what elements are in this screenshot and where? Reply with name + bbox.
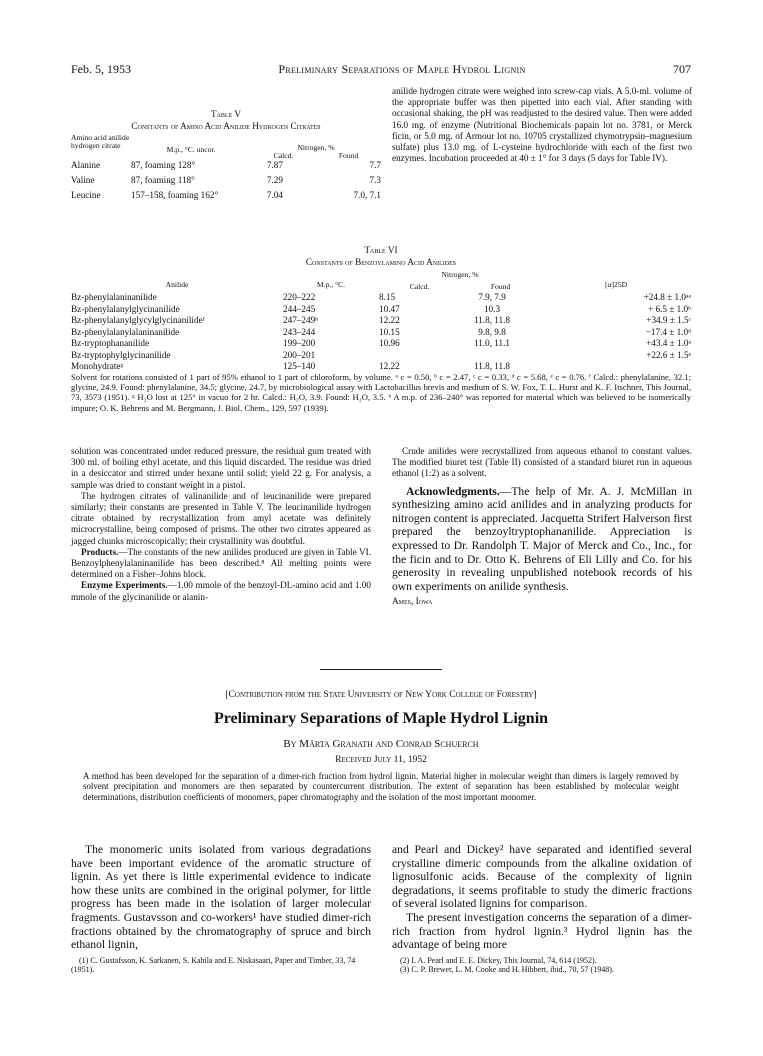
header-date: Feb. 5, 1953 [71,62,131,76]
run-in-heading: Enzyme Experiments. [81,580,168,591]
paragraph-text: and Pearl and Dickey² have separated and identified several crystalline dimeric compounds from the alkaline oxidation of lignosulfonic acids. Because of the complexity of lignin degradations, it seems profitable to study the dimeric fractions of several isolated lignins for comparison. [392,843,692,911]
paragraph-text: Crude anilides were recrystallized from aqueous ethanol to constant values. The modified biuret test (Table II) consisted of a standard biuret run in aqueous ethanol (1:2) as a solvent. [392,446,692,479]
acknowledgments [392,485,692,594]
right-top-paragraph: anilide hydrogen citrate were weighed into screw-cap vials. A 5.0-ml. volume of the appropriate buffer was then pipetted into each vial. After standing with occasional shaking, the pH was readjusted to the desired value. Then were added 16.0 mg. of enzyme (Nutritional Biochemicals papain lot no. 3781, or Merck ficin, or 5.0 mg. of Armour lot no. 10705 crystallized chymotrypsin–magnesium sulfate) plus 13.0 mg. of L-cysteine hydrochloride with each of the first two enzymes. Incubation proceeded at 40 ± 1° for 3 days (5 days for Table IV). [392,86,692,164]
col-nitrogen-header [379,269,541,292]
table-v-grid [71,134,381,205]
cell-rotation: +24.8 ± 1.0ᵃᵃ [643,292,691,302]
calcd-label: Calcd. [273,151,294,160]
article-authors: By Märta Granath and Conrad Schuerch [283,738,479,750]
table-row [71,315,691,327]
table-row [71,160,381,175]
cell-name: Alanine [71,160,101,170]
page-number: 707 [672,62,691,76]
paragraph-text: —The constants of the new anilides produced are given in Table VI. Benzoylphenylalaninanilide has been described.⁸ All melting points were determined on a Fisher–Johns block. [71,546,371,580]
col-anilide-header: Amino acid anilide hydrogen citrate [71,133,130,150]
cell-found: 11.0, 11.1 [473,338,511,348]
received-date: Received July 11, 1952 [335,754,427,765]
run-in-heading: Products. [81,546,119,557]
cell-mp: 157–158, foaming 162° [131,190,219,200]
cell-name: Monohydrateᵍ [71,361,124,371]
article-title: Preliminary Separations of Maple Hydrol Lignin [213,710,549,727]
cell-rotation: −17.4 ± 1.0ᵈ [645,326,691,337]
paragraph [71,843,371,952]
cell-found: 7.9, 7.9 [478,292,506,302]
cell-found: 7.7 [369,160,381,170]
cell-found [443,350,541,362]
place: Ames, Iowa [392,596,433,607]
table-vi-notes: Solvent for rotations consisted of 1 part of 95% ethanol to 1 part of chloroform, by volume. ᵃ c = 0.50, ᵇ c = 2.47, ᶜ c = 0.33, ᵈ c = 5.68, ᵉ c = 0.76. ᶠ Calcd.: phenylalanine, 32.1; glycine, 24.9. Found: phenylalanine, 34.5; glycine, 24.7, by microbiological assay with Lactobacillus brevis and medium of S. W. Fox, T. L. Hurst and K. F. Itschner, This Journal, 73, 3573 (1951). ᵍ H₂O lost at 125° in vacuo for 2 hr. Calcd.: H₂O, 3.9. Found: H₂O, 3.5. ʰ A m.p. of 236–240° was reported for material which was believed to be isomerically impure; O. K. Behrens and M. Bergmann, J. Biol. Chem., 129, 597 (1939). [71,372,691,413]
table-row [71,327,691,339]
cell-found: 10.3 [483,303,501,314]
right-middle-column [392,446,692,606]
cell-name: Bz-phenylalanylalaninanilide [71,326,180,337]
col-anilide-header: Anilide [165,280,189,289]
paragraph: The hydrogen citrates of valinanilide and of leucinanilide were prepared similarly; their constants are presented in Table V. The leucinanilide hydrogen citrate obtained by recrystallization from amyl acetate was definitely microcrystalline, being composed of prisms. The other two citrates appeared as jagged chunks microscopically; their crystallinity was doubtful. [71,490,371,546]
cell-calcd: 7.29 [266,175,283,185]
cell-name: Bz-tryptophylglycinanilide [71,349,171,360]
table-row [71,304,691,316]
found-label: Found [338,151,359,160]
cell-found: 9.8, 9.8 [478,326,506,337]
paragraph [392,843,692,952]
cell-name: Valine [71,175,95,185]
table-row [71,190,381,205]
table-header-row [71,269,691,292]
cell-mp: 243–244 [283,326,316,337]
footnote-text: (3) C. P. Brewer, L. M. Cooke and H. Hibbert, ibid., 70, 57 (1948). [400,965,614,975]
cell-rotation: +34.9 ± 1.5ᶜ [646,315,691,325]
nitrogen-label: Nitrogen, % [297,143,335,152]
cell-calcd: 8.15 [379,292,396,302]
divider [320,669,442,670]
cell-rotation [541,361,691,373]
table-v-caption: Table V [210,109,242,119]
table-row [71,175,381,190]
paragraph [392,446,692,480]
table-v-title: Constants of Amino Acid Anilide Hydrogen Citrates [131,121,321,131]
cell-calcd: 12.22 [379,315,400,325]
nitrogen-label: Nitrogen, % [441,270,479,279]
paragraph [71,580,371,602]
table-vi-caption: Table VI [364,245,398,255]
calcd-label: Calcd. [409,281,430,291]
col-rotation-header: [α]25D [604,280,628,289]
table-row [71,350,691,362]
col-nitrogen-header [251,134,381,160]
running-header [71,62,691,77]
table-header-row [71,134,381,160]
paragraph-text: —1.00 mmole of the benzoyl-DL-amino acid and 1.00 mmole of the glycinanilide or alanin- [71,580,371,602]
table-row [71,292,691,304]
cell-rotation: +22.6 ± 1.5ᵉ [646,349,691,360]
footnote-text: (2) I. A. Pearl and E. E. Dickey, This Journal, 74, 614 (1952). [400,955,597,965]
cell-mp: 220–222 [283,292,316,302]
article-left-column [71,843,371,975]
col-mp-header: M.p., °C. [316,280,346,289]
cell-name: Bz-tryptophananilide [71,338,150,348]
paragraph [71,547,371,581]
paragraph-text: The monomeric units isolated from various degradations have been important evidence of the aromatic structure of lignin. As yet there is little experimental evidence to indicate how these units are combined in the original polymer, for little progress has been made in the isolation of larger molecular fragments. Gustavsson and co-workers¹ have studied dimer-rich fractions obtained by the chromatography of spruce and birch ethanol lignin, [71,843,371,952]
cell-calcd: 7.04 [266,190,283,200]
cell-calcd: 12.22 [379,361,400,371]
header-title: Preliminary Separations of Maple Hydrol Lignin [278,62,526,76]
cell-rotation: +43.4 ± 1.0ᵃ [646,338,691,348]
footnotes [392,956,692,975]
cell-found: 7.0, 7.1 [353,190,381,200]
cell-found: 11.8, 11.8 [473,315,511,325]
cell-calcd: 7.87 [266,160,283,170]
col-mp-header: M.p., °C. uncor. [166,145,216,154]
article-right-column [392,843,692,975]
cell-mp: 247–249ʰ [283,315,319,325]
footnote [71,956,371,975]
acknowledgments-heading: Acknowledgments. [406,484,500,498]
paragraph-text: The present investigation concerns the separation of a dimer-rich fraction from hydrol lignin.³ Hydrol lignin has the advantage of being more [392,910,692,952]
table-vi-title: Constants of Benzoylamino Acid Anilides [305,257,457,267]
cell-rotation: + 6.5 ± 1.0ᵇ [648,303,691,314]
cell-found: 7.3 [369,175,381,185]
cell-mp: 125–140 [283,361,316,371]
cell-found: 11.8, 11.8 [473,361,511,371]
paragraph: solution was concentrated under reduced pressure, the residual gum treated with 300 ml. of boiling ethyl acetate, and this liquid discarded. The residue was dried in a desiccator and stirred under hexane until solid; yield 22 g. For analysis, a sample was dried to constant weight in a pistol. [71,446,371,490]
contribution-line: [Contribution from the State University of New York College of Forestry] [225,689,537,700]
cell-calcd: 10.96 [379,338,400,348]
cell-mp: 199–200 [283,338,316,348]
cell-name: Leucine [71,190,101,200]
table-row [71,338,691,350]
cell-mp: 244–245 [283,303,316,314]
cell-calcd: 10.47 [379,303,400,314]
table-vi [71,245,691,373]
table-vi-grid [71,269,691,373]
table-v [71,109,381,205]
found-label: Found [490,281,511,291]
table-row [71,361,691,373]
cell-mp: 87, foaming 128° [131,160,196,170]
cell-mp: 200–201 [283,349,316,360]
acknowledgments-text: —The help of Mr. A. J. McMillan in synthesizing amino acid anilides and in analyzing products for nitrogen content is appreciated. Jacquetta Strifert Halverson first prepared the benzoyltryptophananilide. Appreciation is expressed to Dr. Randolph T. Major of Merck and Co., Inc., for the ficin and to Dr. Otto K. Behrens of Eli Lilly and Co. for his generosity in revealing unpublished notebook records of his own experiments on anilide synthesis. [392,484,692,593]
abstract: A method has been developed for the separation of a dimer-rich fraction from hydrol lignin. Material higher in molecular weight than dimers is largely removed by solvent precipitation and monomers are then separated by countercurrent distribution. The extent of separation has been established by molecular weight determinations, distribution coefficients of monomers, paper chromatography and the isolation of the most important monomer. [83,771,679,802]
cell-calcd [379,350,443,362]
cell-name: Bz-phenylalanylglycylglycinanilideᶠ [71,315,205,325]
cell-name: Bz-phenylalaninanilide [71,292,157,302]
cell-name: Bz-phenylalanylglycinanilide [71,303,180,314]
footnote-text: (1) C. Gustafsson, K. Sarkanen, S. Kahila and E. Niskasaari, Paper and Timber, 33, 74 (1951). [71,955,356,975]
left-middle-column [71,446,371,603]
cell-mp: 87, foaming 118° [131,175,195,185]
cell-calcd: 10.15 [379,326,400,337]
